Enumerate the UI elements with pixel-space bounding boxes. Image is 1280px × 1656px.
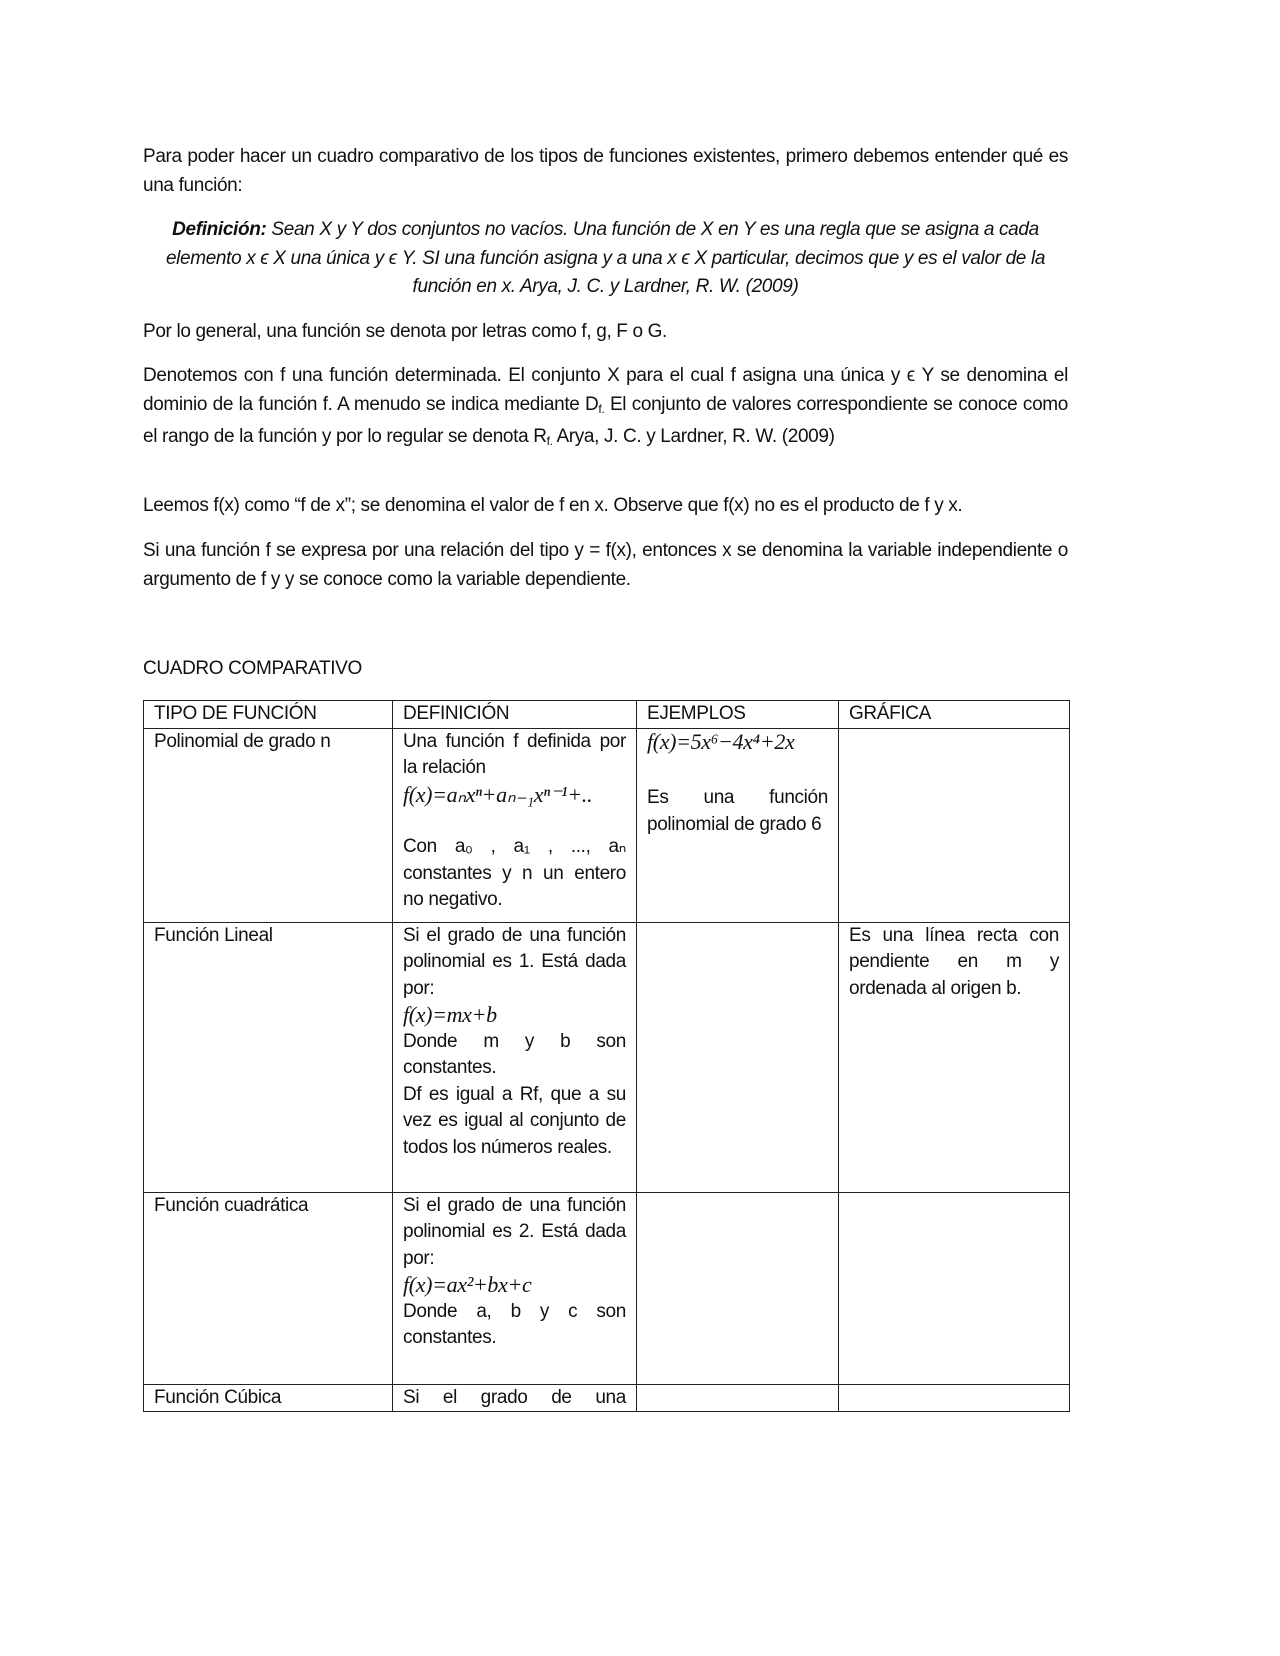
text: Donde a, b y c son constantes.	[403, 1300, 626, 1348]
paragraph-denotemos	[143, 362, 1068, 456]
text: Si el grado de una función polinomial es 2. Está dada por:	[403, 1194, 626, 1269]
grafica-cell	[839, 1192, 1070, 1384]
definition-quote	[143, 216, 1068, 302]
formula: f(x)=aₙxⁿ+aₙ₋₁xⁿ⁻¹+..	[403, 781, 593, 807]
table-title: CUADRO COMPARATIVO	[143, 658, 362, 679]
paragraph-general: Por lo general, una función se denota por letras como f, g, F o G.	[143, 321, 667, 342]
text: Una función f definida por la relación	[403, 730, 626, 778]
grafica-cell: Es una línea recta con pendiente en m y ordenada al origen b.	[839, 922, 1070, 1192]
definition-label: Definición:	[172, 219, 267, 240]
text: El conjunto de valores correspondiente se conoce como el rango de la función y por lo regular se denota R	[143, 393, 1068, 447]
text: Es una función polinomial de grado 6	[647, 787, 828, 835]
formula: f(x)=mx+b	[403, 1002, 497, 1027]
table-row	[144, 1384, 1070, 1412]
paragraph-leemos: Leemos f(x) como “f de x”; se denomina el valor de f en x. Observe que f(x) no es el producto de f y x.	[143, 495, 963, 516]
paragraph-si: Si una función f se expresa por una relación del tipo y = f(x), entonces x se denomina la variable independiente o argumento de f y y se conoce como la variable dependiente.	[143, 540, 1068, 590]
ejemplos-cell	[637, 728, 839, 922]
grafica-cell	[839, 1384, 1070, 1412]
text: Con a₀ , a₁ , ..., aₙ constantes y n un entero no negativo.	[403, 836, 626, 910]
tipo-cell: Función Lineal	[144, 922, 393, 1192]
tipo-cell: Función cuadrática	[144, 1192, 393, 1384]
table-row	[144, 728, 1070, 922]
ejemplos-cell	[637, 1192, 839, 1384]
table-header-row	[144, 701, 1070, 729]
table-row	[144, 922, 1070, 1192]
intro-paragraph: Para poder hacer un cuadro comparativo de los tipos de funciones existentes, primero debemos entender qué es una función:	[143, 146, 1068, 196]
text: Arya, J. C. y Lardner, R. W. (2009)	[552, 426, 835, 447]
ejemplos-cell	[637, 1384, 839, 1412]
text: Df es igual a Rf, que a su vez es igual al conjunto de todos los números reales.	[403, 1083, 626, 1158]
tipo-cell: Función Cúbica	[144, 1384, 393, 1412]
comparison-table	[143, 700, 1070, 1412]
header-cell: DEFINICIÓN	[393, 701, 637, 729]
table-row	[144, 1192, 1070, 1384]
text: Si el grado de una función polinomial es 1. Está dada por:	[403, 924, 626, 999]
text: Denotemos con f una función determinada. El conjunto X para el cual f asigna una única y ϵ Y se denomina el dominio de la función f. A menudo se indica mediante D	[143, 365, 1068, 415]
tipo-cell: Polinomial de grado n	[144, 728, 393, 922]
definicion-cell: Si el grado de una	[393, 1384, 637, 1412]
definicion-cell	[393, 728, 637, 922]
subscript: f.	[598, 401, 605, 416]
header-cell: GRÁFICA	[839, 701, 1070, 729]
definicion-cell	[393, 922, 637, 1192]
grafica-cell	[839, 728, 1070, 922]
subscript: f.	[546, 434, 553, 448]
definicion-cell	[393, 1192, 637, 1384]
definition-text: Sean X y Y dos conjuntos no vacíos. Una función de X en Y es una regla que se asigna a cada elemento x ϵ X una única y ϵ Y. SI una función asigna y a una x ϵ X particular, decimos que y es el valor de la función en x. Arya, J. C. y Lardner, R. W. (2009)	[165, 219, 1046, 297]
formula: f(x)=5x⁶−4x⁴+2x	[647, 728, 795, 754]
formula: f(x)=ax²+bx+c	[403, 1272, 532, 1297]
ejemplos-cell	[637, 922, 839, 1192]
text: Donde m y b son constantes.	[403, 1030, 626, 1078]
header-cell: EJEMPLOS	[637, 701, 839, 729]
header-cell: TIPO DE FUNCIÓN	[144, 701, 393, 729]
